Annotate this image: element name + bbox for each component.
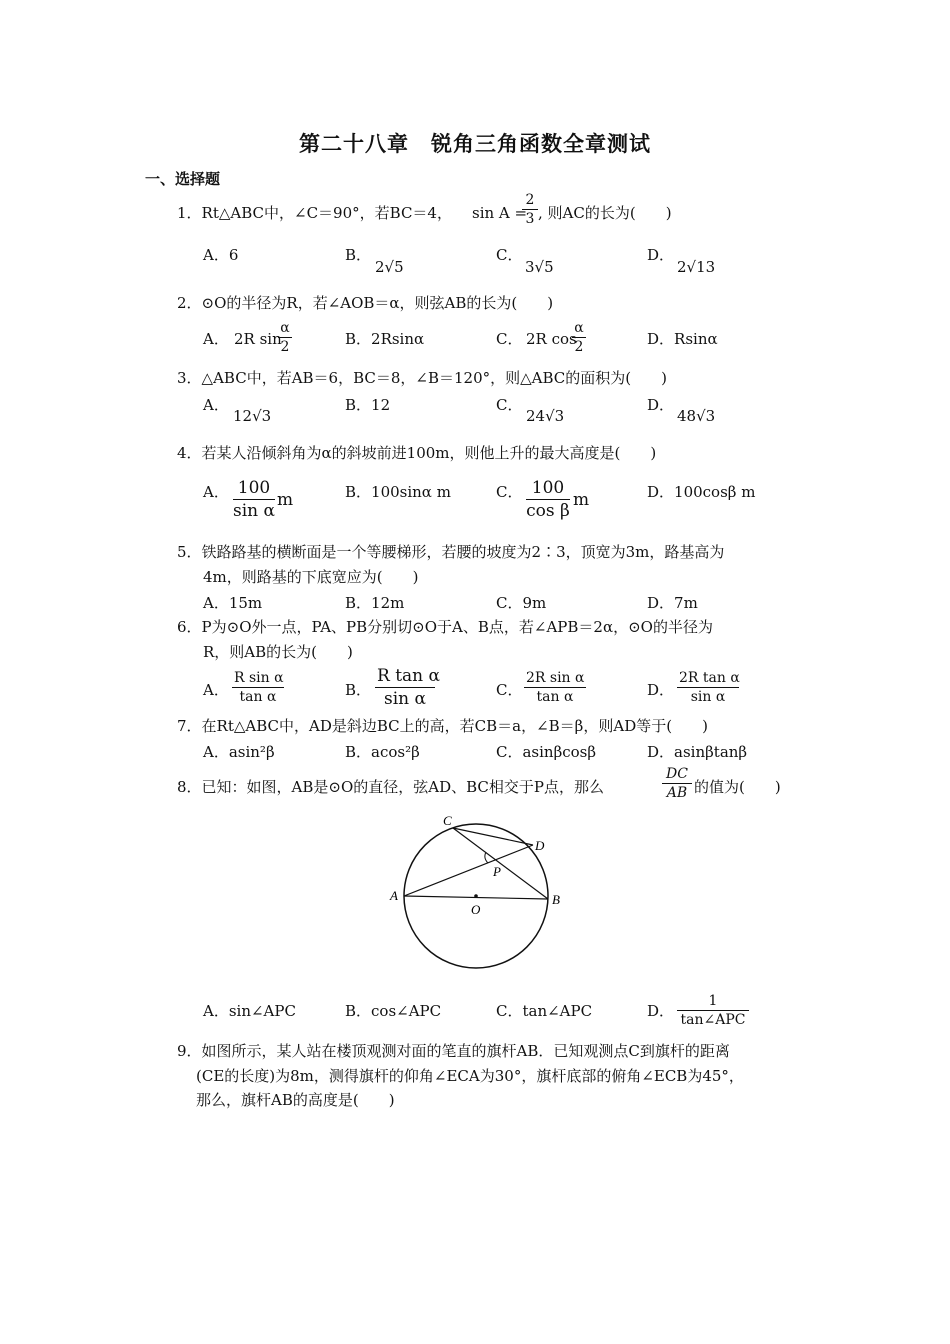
- label-a: A: [390, 888, 398, 903]
- q5-line1: 5．铁路路基的横断面是一个等腰梯形，若腰的坡度为2∶3，顶宽为3m，路基高为: [177, 543, 725, 561]
- q8-fraction: [662, 765, 692, 802]
- q3-option-a-value: 12√3: [233, 407, 272, 425]
- q5-option-d[interactable]: D．7m: [647, 594, 698, 612]
- q6-b-fraction: [375, 665, 441, 710]
- label-b: B: [552, 892, 560, 907]
- chord-ad: [404, 845, 533, 896]
- q5-line2: 4m，则路基的下底宽应为( ): [203, 568, 419, 586]
- q6-option-b[interactable]: B．: [345, 681, 372, 699]
- q8-frac-den: AB: [666, 785, 688, 801]
- q2-a-num: α: [278, 319, 292, 338]
- q7-option-b[interactable]: B．acos²β: [345, 743, 420, 761]
- q8-option-c[interactable]: C．tan∠APC: [496, 1002, 593, 1020]
- q1-frac-num: 2: [522, 191, 538, 210]
- circle-figure: [380, 805, 580, 980]
- q1-option-b[interactable]: B．: [345, 246, 372, 264]
- q1-option-d[interactable]: D．: [647, 246, 675, 264]
- q2-c-fraction: [572, 319, 586, 356]
- q8-d-fraction: [677, 992, 749, 1029]
- q2-option-b[interactable]: B．2Rsinα: [345, 330, 425, 348]
- q6-option-a[interactable]: A．: [203, 681, 229, 699]
- q5-option-a[interactable]: A．15m: [203, 594, 263, 612]
- q2-option-d[interactable]: D．Rsinα: [647, 330, 718, 348]
- q3-option-c-value: 24√3: [526, 407, 565, 425]
- q9-line1: 9．如图所示，某人站在楼顶观测对面的笔直的旗杆AB．已知观测点C到旗杆的距离: [177, 1042, 730, 1060]
- label-p: P: [493, 864, 501, 879]
- q6-b-den: sin α: [384, 689, 426, 709]
- q6-c-num: 2R sin α: [526, 670, 585, 686]
- q1-option-c[interactable]: C．: [496, 246, 523, 264]
- q6-b-num: R tan α: [377, 666, 441, 686]
- q2-option-a-pre: 2R sin: [234, 330, 282, 348]
- q3-option-b[interactable]: B．12: [345, 396, 391, 414]
- center-dot: [474, 894, 478, 898]
- q2-option-c[interactable]: C．: [496, 330, 523, 348]
- q1-option-b-value: 2√5: [375, 258, 404, 276]
- q2-stem: 2．⊙O的半径为R，若∠AOB＝α，则弦AB的长为( ): [177, 294, 554, 312]
- q3-option-d-value: 48√3: [677, 407, 716, 425]
- q9-line2: (CE的长度)为8m，测得旗杆的仰角∠ECA为30°，旗杆底部的俯角∠ECB为45°，: [196, 1067, 744, 1085]
- q3-option-a[interactable]: A．: [203, 396, 229, 414]
- q9-line3: 那么，旗杆AB的高度是( ): [196, 1091, 395, 1109]
- q1-fraction: [522, 191, 538, 228]
- q7-option-d[interactable]: D．asinβtanβ: [647, 743, 748, 761]
- q1-option-a[interactable]: A．6: [203, 246, 239, 264]
- q1-tail: , 则AC的长为( ): [538, 204, 672, 222]
- q1-sin: sin A =: [472, 204, 528, 222]
- q7-option-a[interactable]: A．asin²β: [203, 743, 275, 761]
- label-c: C: [443, 813, 452, 828]
- page-title: 第二十八章 锐角三角函数全章测试: [299, 132, 651, 156]
- q2-c-num: α: [572, 319, 586, 338]
- q4-c-unit: m: [573, 490, 590, 510]
- q8-option-d[interactable]: D．: [647, 1002, 675, 1020]
- q3-option-d[interactable]: D．: [647, 396, 675, 414]
- q2-a-den: 2: [280, 339, 290, 355]
- q8-frac-num: DC: [662, 765, 692, 784]
- q6-a-num: R sin α: [234, 670, 284, 686]
- q1-option-d-value: 2√13: [677, 258, 716, 276]
- label-o: O: [471, 902, 481, 917]
- q4-option-a[interactable]: A．: [203, 483, 229, 501]
- q2-option-a[interactable]: A．: [203, 330, 229, 348]
- q6-c-fraction: [524, 669, 586, 706]
- q6-c-den: tan α: [536, 689, 574, 705]
- q8-option-a[interactable]: A．sin∠APC: [203, 1002, 296, 1020]
- q8-option-b[interactable]: B．cos∠APC: [345, 1002, 442, 1020]
- q2-c-den: 2: [574, 339, 584, 355]
- q6-d-den: sin α: [690, 689, 726, 705]
- q4-a-fraction: [233, 477, 275, 522]
- q4-c-fraction: [526, 477, 570, 522]
- q7-stem: 7．在Rt△ABC中，AD是斜边BC上的高，若CB＝a，∠B＝β，则AD等于( ): [177, 717, 708, 735]
- q1-stem: 1．Rt△ABC中，∠C＝90°，若BC＝4，: [177, 204, 452, 222]
- q6-d-num: 2R tan α: [679, 670, 740, 686]
- q6-line2: R，则AB的长为( ): [203, 643, 353, 661]
- q8-stem: 8．已知：如图，AB是⊙O的直径，弦AD、BC相交于P点，那么: [177, 778, 604, 796]
- section-heading: 一、选择题: [145, 170, 221, 188]
- q8-tail: 的值为( ): [694, 778, 781, 796]
- q1-option-c-value: 3√5: [525, 258, 554, 276]
- q6-a-den: tan α: [239, 689, 277, 705]
- q1-frac-den: 3: [525, 211, 535, 227]
- q2-option-c-pre: 2R cos: [526, 330, 577, 348]
- q3-option-c[interactable]: C．: [496, 396, 523, 414]
- q4-option-d[interactable]: D．100cosβ m: [647, 483, 756, 501]
- q4-a-num: 100: [233, 477, 275, 500]
- q4-stem: 4．若某人沿倾斜角为α的斜坡前进100m，则他上升的最大高度是( ): [177, 444, 657, 462]
- label-d: D: [535, 838, 545, 853]
- q6-line1: 6．P为⊙O外一点，PA、PB分别切⊙O于A、B点，若∠APB＝2α，⊙O的半径为: [177, 618, 713, 636]
- q2-a-fraction: [278, 319, 292, 356]
- q4-option-c[interactable]: C．: [496, 483, 523, 501]
- q4-c-den: cos β: [526, 501, 570, 521]
- q4-a-den: sin α: [233, 501, 275, 521]
- q5-option-b[interactable]: B．12m: [345, 594, 405, 612]
- q4-c-num: 100: [526, 477, 570, 500]
- q7-option-c[interactable]: C．asinβcosβ: [496, 743, 597, 761]
- q8-d-num: 1: [677, 992, 749, 1011]
- q6-option-d[interactable]: D．: [647, 681, 675, 699]
- q6-d-fraction: [677, 669, 739, 706]
- q5-option-c[interactable]: C．9m: [496, 594, 547, 612]
- q6-a-fraction: [232, 669, 284, 706]
- q8-d-den: tan∠APC: [680, 1012, 746, 1028]
- q4-a-unit: m: [277, 490, 294, 510]
- q4-option-b[interactable]: B．100sinα m: [345, 483, 451, 501]
- q3-stem: 3．△ABC中，若AB＝6，BC＝8，∠B＝120°，则△ABC的面积为( ): [177, 369, 667, 387]
- q6-option-c[interactable]: C．: [496, 681, 523, 699]
